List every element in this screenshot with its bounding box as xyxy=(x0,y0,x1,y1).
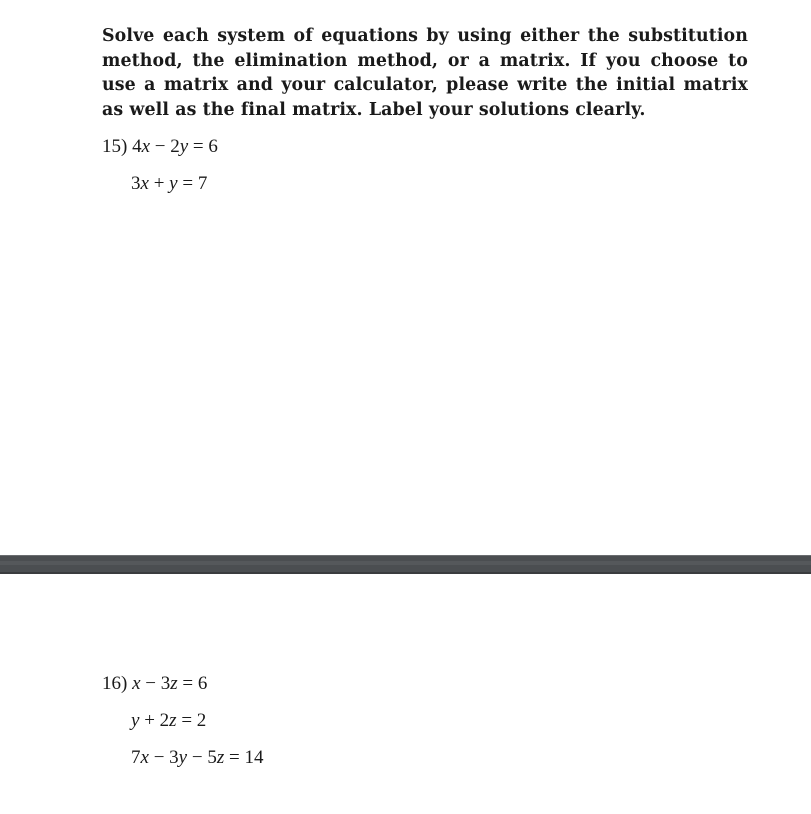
problem-15-number: 15) xyxy=(102,136,128,157)
problem-15-equation-2: 3x + y = 7 xyxy=(131,173,208,194)
problem-16-line-3 xyxy=(131,747,263,769)
problem-16-equation-3: 7x − 3y − 5z = 14 xyxy=(131,747,264,768)
problem-15-equation-1: 4x − 2y = 6 xyxy=(132,136,218,157)
problem-16-equation-1: x − 3z = 6 xyxy=(132,673,208,694)
problem-16-equation-2: y + 2z = 2 xyxy=(131,710,207,731)
problem-15-line-1 xyxy=(102,136,218,158)
instructions-text: Solve each system of equations by using either the substitution method, the elimination method, or a matrix. If you choose to use a matrix and your calculator, please write the initial matrix as well as the final matrix. Label your solutions clearly. xyxy=(102,26,748,120)
page-divider-inner xyxy=(0,561,811,565)
problem-15-line-2 xyxy=(131,173,207,195)
problem-16-line-1 xyxy=(102,673,207,695)
worksheet-page-bottom xyxy=(0,574,811,814)
problem-16-number: 16) xyxy=(102,673,128,694)
page-divider xyxy=(0,555,811,574)
problem-16-line-2 xyxy=(131,710,206,732)
